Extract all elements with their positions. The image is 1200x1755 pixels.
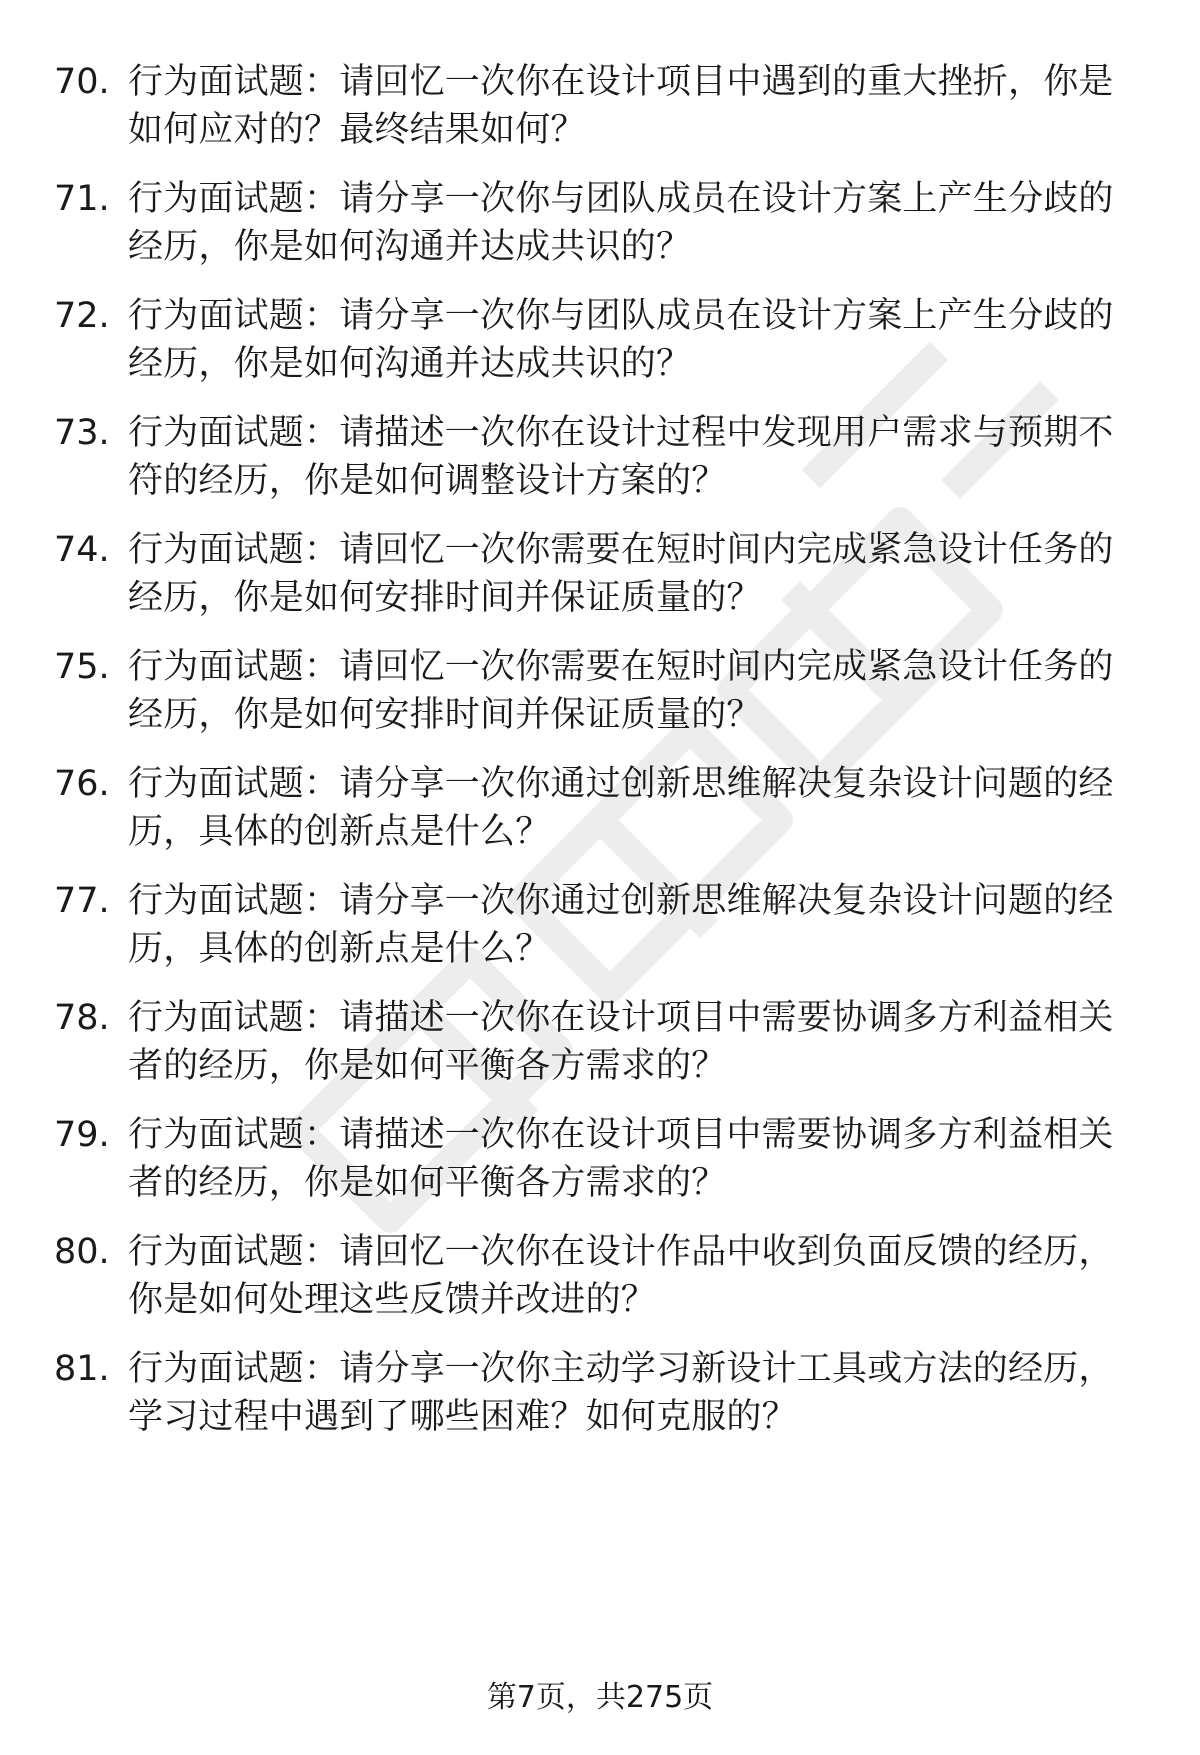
question-text-line-2: 如何应对的？最终结果如何？ <box>128 110 586 150</box>
question-number: 70. <box>54 62 110 102</box>
question-text-line-1: 行为面试题：请描述一次你在设计项目中需要协调多方利益相关 <box>128 1115 1114 1155</box>
question-text-line-2: 历，具体的创新点是什么？ <box>128 812 551 852</box>
list-item <box>0 292 1200 392</box>
question-number: 81. <box>54 1349 110 1389</box>
list-item <box>0 1345 1200 1445</box>
question-number: 76. <box>54 764 110 804</box>
question-text-line-1: 行为面试题：请分享一次你与团队成员在设计方案上产生分歧的 <box>128 296 1114 336</box>
question-number: 79. <box>54 1115 110 1155</box>
list-item <box>0 1111 1200 1211</box>
question-text-line-2: 经历，你是如何安排时间并保证质量的？ <box>128 695 762 735</box>
question-text-line-1: 行为面试题：请回忆一次你在设计项目中遇到的重大挫折，你是 <box>128 62 1114 102</box>
question-text-line-1: 行为面试题：请描述一次你在设计过程中发现用户需求与预期不 <box>128 413 1114 453</box>
list-item <box>0 1228 1200 1328</box>
question-text-line-2: 符的经历，你是如何调整设计方案的？ <box>128 461 727 501</box>
question-text-line-1: 行为面试题：请分享一次你通过创新思维解决复杂设计问题的经 <box>128 764 1114 804</box>
question-number: 77. <box>54 881 110 921</box>
question-text-line-2: 历，具体的创新点是什么？ <box>128 929 551 969</box>
list-item <box>0 760 1200 860</box>
list-item <box>0 643 1200 743</box>
question-number: 78. <box>54 998 110 1038</box>
question-number: 74. <box>54 530 110 570</box>
list-item <box>0 409 1200 509</box>
list-item <box>0 58 1200 158</box>
question-text-line-2: 你是如何处理这些反馈并改进的？ <box>128 1280 657 1320</box>
list-item <box>0 175 1200 275</box>
question-text-line-2: 经历，你是如何安排时间并保证质量的？ <box>128 578 762 618</box>
list-item <box>0 994 1200 1094</box>
question-text-line-1: 行为面试题：请分享一次你通过创新思维解决复杂设计问题的经 <box>128 881 1114 921</box>
list-item <box>0 877 1200 977</box>
question-text-line-1: 行为面试题：请分享一次你主动学习新设计工具或方法的经历， <box>128 1349 1114 1389</box>
question-text-line-1: 行为面试题：请回忆一次你在设计作品中收到负面反馈的经历， <box>128 1232 1114 1272</box>
question-number: 80. <box>54 1232 110 1272</box>
question-number: 72. <box>54 296 110 336</box>
list-item <box>0 526 1200 626</box>
question-text-line-2: 者的经历，你是如何平衡各方需求的？ <box>128 1163 727 1203</box>
question-text-line-1: 行为面试题：请描述一次你在设计项目中需要协调多方利益相关 <box>128 998 1114 1038</box>
question-text-line-1: 行为面试题：请回忆一次你需要在短时间内完成紧急设计任务的 <box>128 530 1114 570</box>
question-number: 73. <box>54 413 110 453</box>
question-number: 75. <box>54 647 110 687</box>
question-number: 71. <box>54 179 110 219</box>
question-text-line-2: 者的经历，你是如何平衡各方需求的？ <box>128 1046 727 1086</box>
question-text-line-1: 行为面试题：请分享一次你与团队成员在设计方案上产生分歧的 <box>128 179 1114 219</box>
question-text-line-2: 经历，你是如何沟通并达成共识的？ <box>128 227 692 267</box>
question-text-line-1: 行为面试题：请回忆一次你需要在短时间内完成紧急设计任务的 <box>128 647 1114 687</box>
page-number-footer: 第7页，共275页 <box>486 1680 714 1715</box>
question-text-line-2: 经历，你是如何沟通并达成共识的？ <box>128 344 692 384</box>
question-text-line-2: 学习过程中遇到了哪些困难？如何克服的？ <box>128 1397 797 1437</box>
